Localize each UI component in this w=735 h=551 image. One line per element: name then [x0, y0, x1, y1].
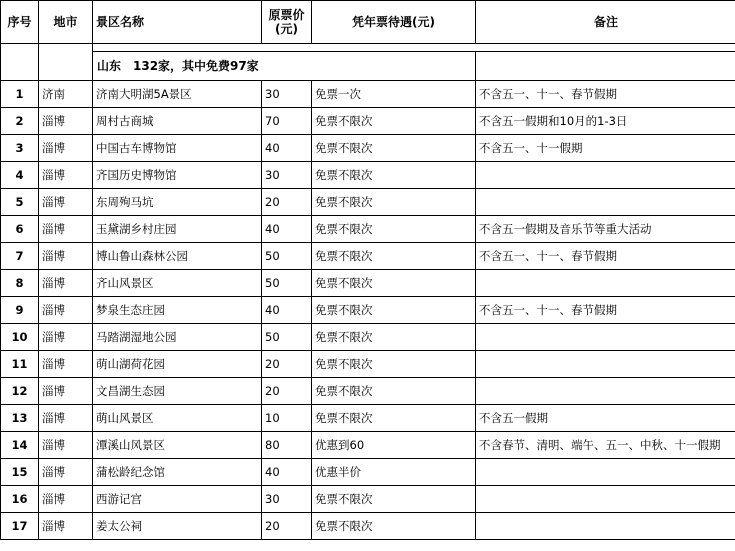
region-empty-cell[interactable] — [476, 52, 735, 81]
cell-note[interactable]: 不含五一、十一假期 — [476, 135, 735, 162]
cell-name[interactable]: 周村古商城 — [93, 108, 262, 135]
cell-benefit[interactable]: 免票不限次 — [312, 351, 476, 378]
cell-note[interactable]: 不含五一、十一、春节假期 — [476, 297, 735, 324]
header-price[interactable] — [262, 1, 312, 44]
cell-index[interactable]: 3 — [1, 135, 39, 162]
cell-city[interactable]: 淄博 — [39, 135, 93, 162]
cell-price[interactable]: 10 — [262, 405, 312, 432]
spacer-cell[interactable] — [93, 44, 735, 52]
cell-index[interactable]: 2 — [1, 108, 39, 135]
cell-note[interactable] — [476, 513, 735, 540]
table-row — [1, 243, 735, 270]
cell-name[interactable]: 博山鲁山森林公园 — [93, 243, 262, 270]
cell-price[interactable]: 70 — [262, 108, 312, 135]
table-row — [1, 513, 735, 540]
cell-benefit[interactable]: 免票不限次 — [312, 324, 476, 351]
region-label[interactable]: 山东 132家，其中免费97家 — [93, 52, 476, 81]
cell-price[interactable]: 50 — [262, 270, 312, 297]
cell-city[interactable]: 淄博 — [39, 216, 93, 243]
cell-price[interactable]: 50 — [262, 324, 312, 351]
cell-benefit[interactable]: 免票不限次 — [312, 108, 476, 135]
cell-benefit[interactable]: 免票不限次 — [312, 216, 476, 243]
cell-benefit[interactable]: 优惠半价 — [312, 459, 476, 486]
cell-city[interactable]: 淄博 — [39, 243, 93, 270]
cell-index[interactable]: 5 — [1, 189, 39, 216]
region-empty-cell[interactable] — [39, 52, 93, 81]
cell-name[interactable]: 西游记宫 — [93, 486, 262, 513]
cell-price[interactable]: 20 — [262, 189, 312, 216]
header-index[interactable]: 序号 — [1, 1, 39, 44]
cell-benefit[interactable]: 免票不限次 — [312, 297, 476, 324]
cell-index[interactable]: 7 — [1, 243, 39, 270]
table-row — [1, 162, 735, 189]
cell-city[interactable]: 淄博 — [39, 432, 93, 459]
cell-price[interactable]: 40 — [262, 135, 312, 162]
cell-city[interactable]: 淄博 — [39, 351, 93, 378]
cell-name[interactable]: 济南大明湖5A景区 — [93, 81, 262, 108]
cell-name[interactable]: 齐山风景区 — [93, 270, 262, 297]
header-city[interactable]: 地市 — [39, 1, 93, 44]
cell-city[interactable]: 淄博 — [39, 270, 93, 297]
cell-price[interactable]: 40 — [262, 297, 312, 324]
cell-name[interactable]: 梦泉生态庄园 — [93, 297, 262, 324]
table-row — [1, 81, 735, 108]
cell-name[interactable]: 中国古车博物馆 — [93, 135, 262, 162]
cell-city[interactable]: 淄博 — [39, 486, 93, 513]
header-price-line2: (元) — [275, 22, 298, 36]
cell-note[interactable] — [476, 378, 735, 405]
cell-benefit[interactable]: 免票不限次 — [312, 270, 476, 297]
cell-note[interactable]: 不含五一假期及音乐节等重大活动 — [476, 216, 735, 243]
cell-price[interactable]: 30 — [262, 81, 312, 108]
table-row — [1, 135, 735, 162]
table-row — [1, 405, 735, 432]
cell-index[interactable]: 11 — [1, 351, 39, 378]
cell-note[interactable] — [476, 189, 735, 216]
cell-city[interactable]: 淄博 — [39, 108, 93, 135]
cell-city[interactable]: 淄博 — [39, 324, 93, 351]
cell-name[interactable]: 蒲松龄纪念馆 — [93, 459, 262, 486]
cell-name[interactable]: 姜太公祠 — [93, 513, 262, 540]
header-name[interactable]: 景区名称 — [93, 1, 262, 44]
cell-index[interactable]: 15 — [1, 459, 39, 486]
cell-price[interactable]: 20 — [262, 513, 312, 540]
table-row — [1, 459, 735, 486]
table-row — [1, 432, 735, 459]
header-price-line1: 原票价 — [268, 8, 305, 22]
cell-note[interactable] — [476, 270, 735, 297]
cell-city[interactable]: 淄博 — [39, 297, 93, 324]
cell-index[interactable]: 6 — [1, 216, 39, 243]
cell-name[interactable]: 玉黛湖乡村庄园 — [93, 216, 262, 243]
cell-index[interactable]: 9 — [1, 297, 39, 324]
cell-price[interactable]: 50 — [262, 243, 312, 270]
cell-index[interactable]: 8 — [1, 270, 39, 297]
cell-city[interactable]: 淄博 — [39, 405, 93, 432]
cell-note[interactable] — [476, 162, 735, 189]
cell-note[interactable] — [476, 351, 735, 378]
cell-note[interactable]: 不含五一假期和10月的1-3日 — [476, 108, 735, 135]
cell-name[interactable]: 文昌湖生态园 — [93, 378, 262, 405]
cell-price[interactable]: 20 — [262, 378, 312, 405]
header-note[interactable]: 备注 — [476, 1, 735, 44]
table-row — [1, 270, 735, 297]
cell-name[interactable]: 潭溪山风景区 — [93, 432, 262, 459]
cell-name[interactable]: 萌山湖荷花园 — [93, 351, 262, 378]
cell-index[interactable]: 12 — [1, 378, 39, 405]
cell-benefit[interactable]: 免票不限次 — [312, 378, 476, 405]
cell-index[interactable]: 13 — [1, 405, 39, 432]
table-row — [1, 216, 735, 243]
cell-city[interactable]: 淄博 — [39, 378, 93, 405]
cell-note[interactable]: 不含五一假期 — [476, 405, 735, 432]
cell-price[interactable]: 30 — [262, 486, 312, 513]
cell-name[interactable]: 东周殉马坑 — [93, 189, 262, 216]
region-row — [1, 52, 735, 81]
table-row — [1, 189, 735, 216]
cell-index[interactable]: 17 — [1, 513, 39, 540]
table-row — [1, 297, 735, 324]
spacer-cell[interactable] — [39, 44, 93, 52]
cell-benefit[interactable]: 免票不限次 — [312, 513, 476, 540]
cell-note[interactable]: 不含五一、十一、春节假期 — [476, 243, 735, 270]
cell-benefit[interactable]: 免票不限次 — [312, 243, 476, 270]
cell-benefit[interactable]: 优惠到60 — [312, 432, 476, 459]
cell-note[interactable] — [476, 459, 735, 486]
cell-city[interactable]: 济南 — [39, 81, 93, 108]
table-row — [1, 351, 735, 378]
header-row — [1, 1, 735, 44]
cell-price[interactable]: 20 — [262, 351, 312, 378]
cell-note[interactable] — [476, 324, 735, 351]
spacer-cell[interactable] — [1, 44, 39, 52]
cell-index[interactable]: 16 — [1, 486, 39, 513]
cell-index[interactable]: 10 — [1, 324, 39, 351]
cell-note[interactable]: 不含五一、十一、春节假期 — [476, 81, 735, 108]
cell-price[interactable]: 80 — [262, 432, 312, 459]
table-row — [1, 108, 735, 135]
cell-benefit[interactable]: 免票不限次 — [312, 189, 476, 216]
cell-name[interactable]: 萌山风景区 — [93, 405, 262, 432]
spacer-row — [1, 44, 735, 52]
table-row — [1, 324, 735, 351]
cell-price[interactable]: 40 — [262, 459, 312, 486]
cell-city[interactable]: 淄博 — [39, 162, 93, 189]
cell-note[interactable] — [476, 486, 735, 513]
table-row — [1, 486, 735, 513]
cell-city[interactable]: 淄博 — [39, 459, 93, 486]
cell-index[interactable]: 14 — [1, 432, 39, 459]
cell-note[interactable]: 不含春节、清明、端午、五一、中秋、十一假期 — [476, 432, 735, 459]
cell-index[interactable]: 4 — [1, 162, 39, 189]
cell-benefit[interactable]: 免票一次 — [312, 81, 476, 108]
cell-benefit[interactable]: 免票不限次 — [312, 162, 476, 189]
table-row — [1, 378, 735, 405]
cell-name[interactable]: 齐国历史博物馆 — [93, 162, 262, 189]
region-empty-cell[interactable] — [1, 52, 39, 81]
cell-price[interactable]: 30 — [262, 162, 312, 189]
cell-benefit[interactable]: 免票不限次 — [312, 135, 476, 162]
cell-city[interactable]: 淄博 — [39, 189, 93, 216]
cell-price[interactable]: 40 — [262, 216, 312, 243]
cell-index[interactable]: 1 — [1, 81, 39, 108]
header-benefit[interactable]: 凭年票待遇(元) — [312, 1, 476, 44]
cell-name[interactable]: 马踏湖湿地公园 — [93, 324, 262, 351]
cell-benefit[interactable]: 免票不限次 — [312, 405, 476, 432]
cell-benefit[interactable]: 免票不限次 — [312, 486, 476, 513]
cell-city[interactable]: 淄博 — [39, 513, 93, 540]
